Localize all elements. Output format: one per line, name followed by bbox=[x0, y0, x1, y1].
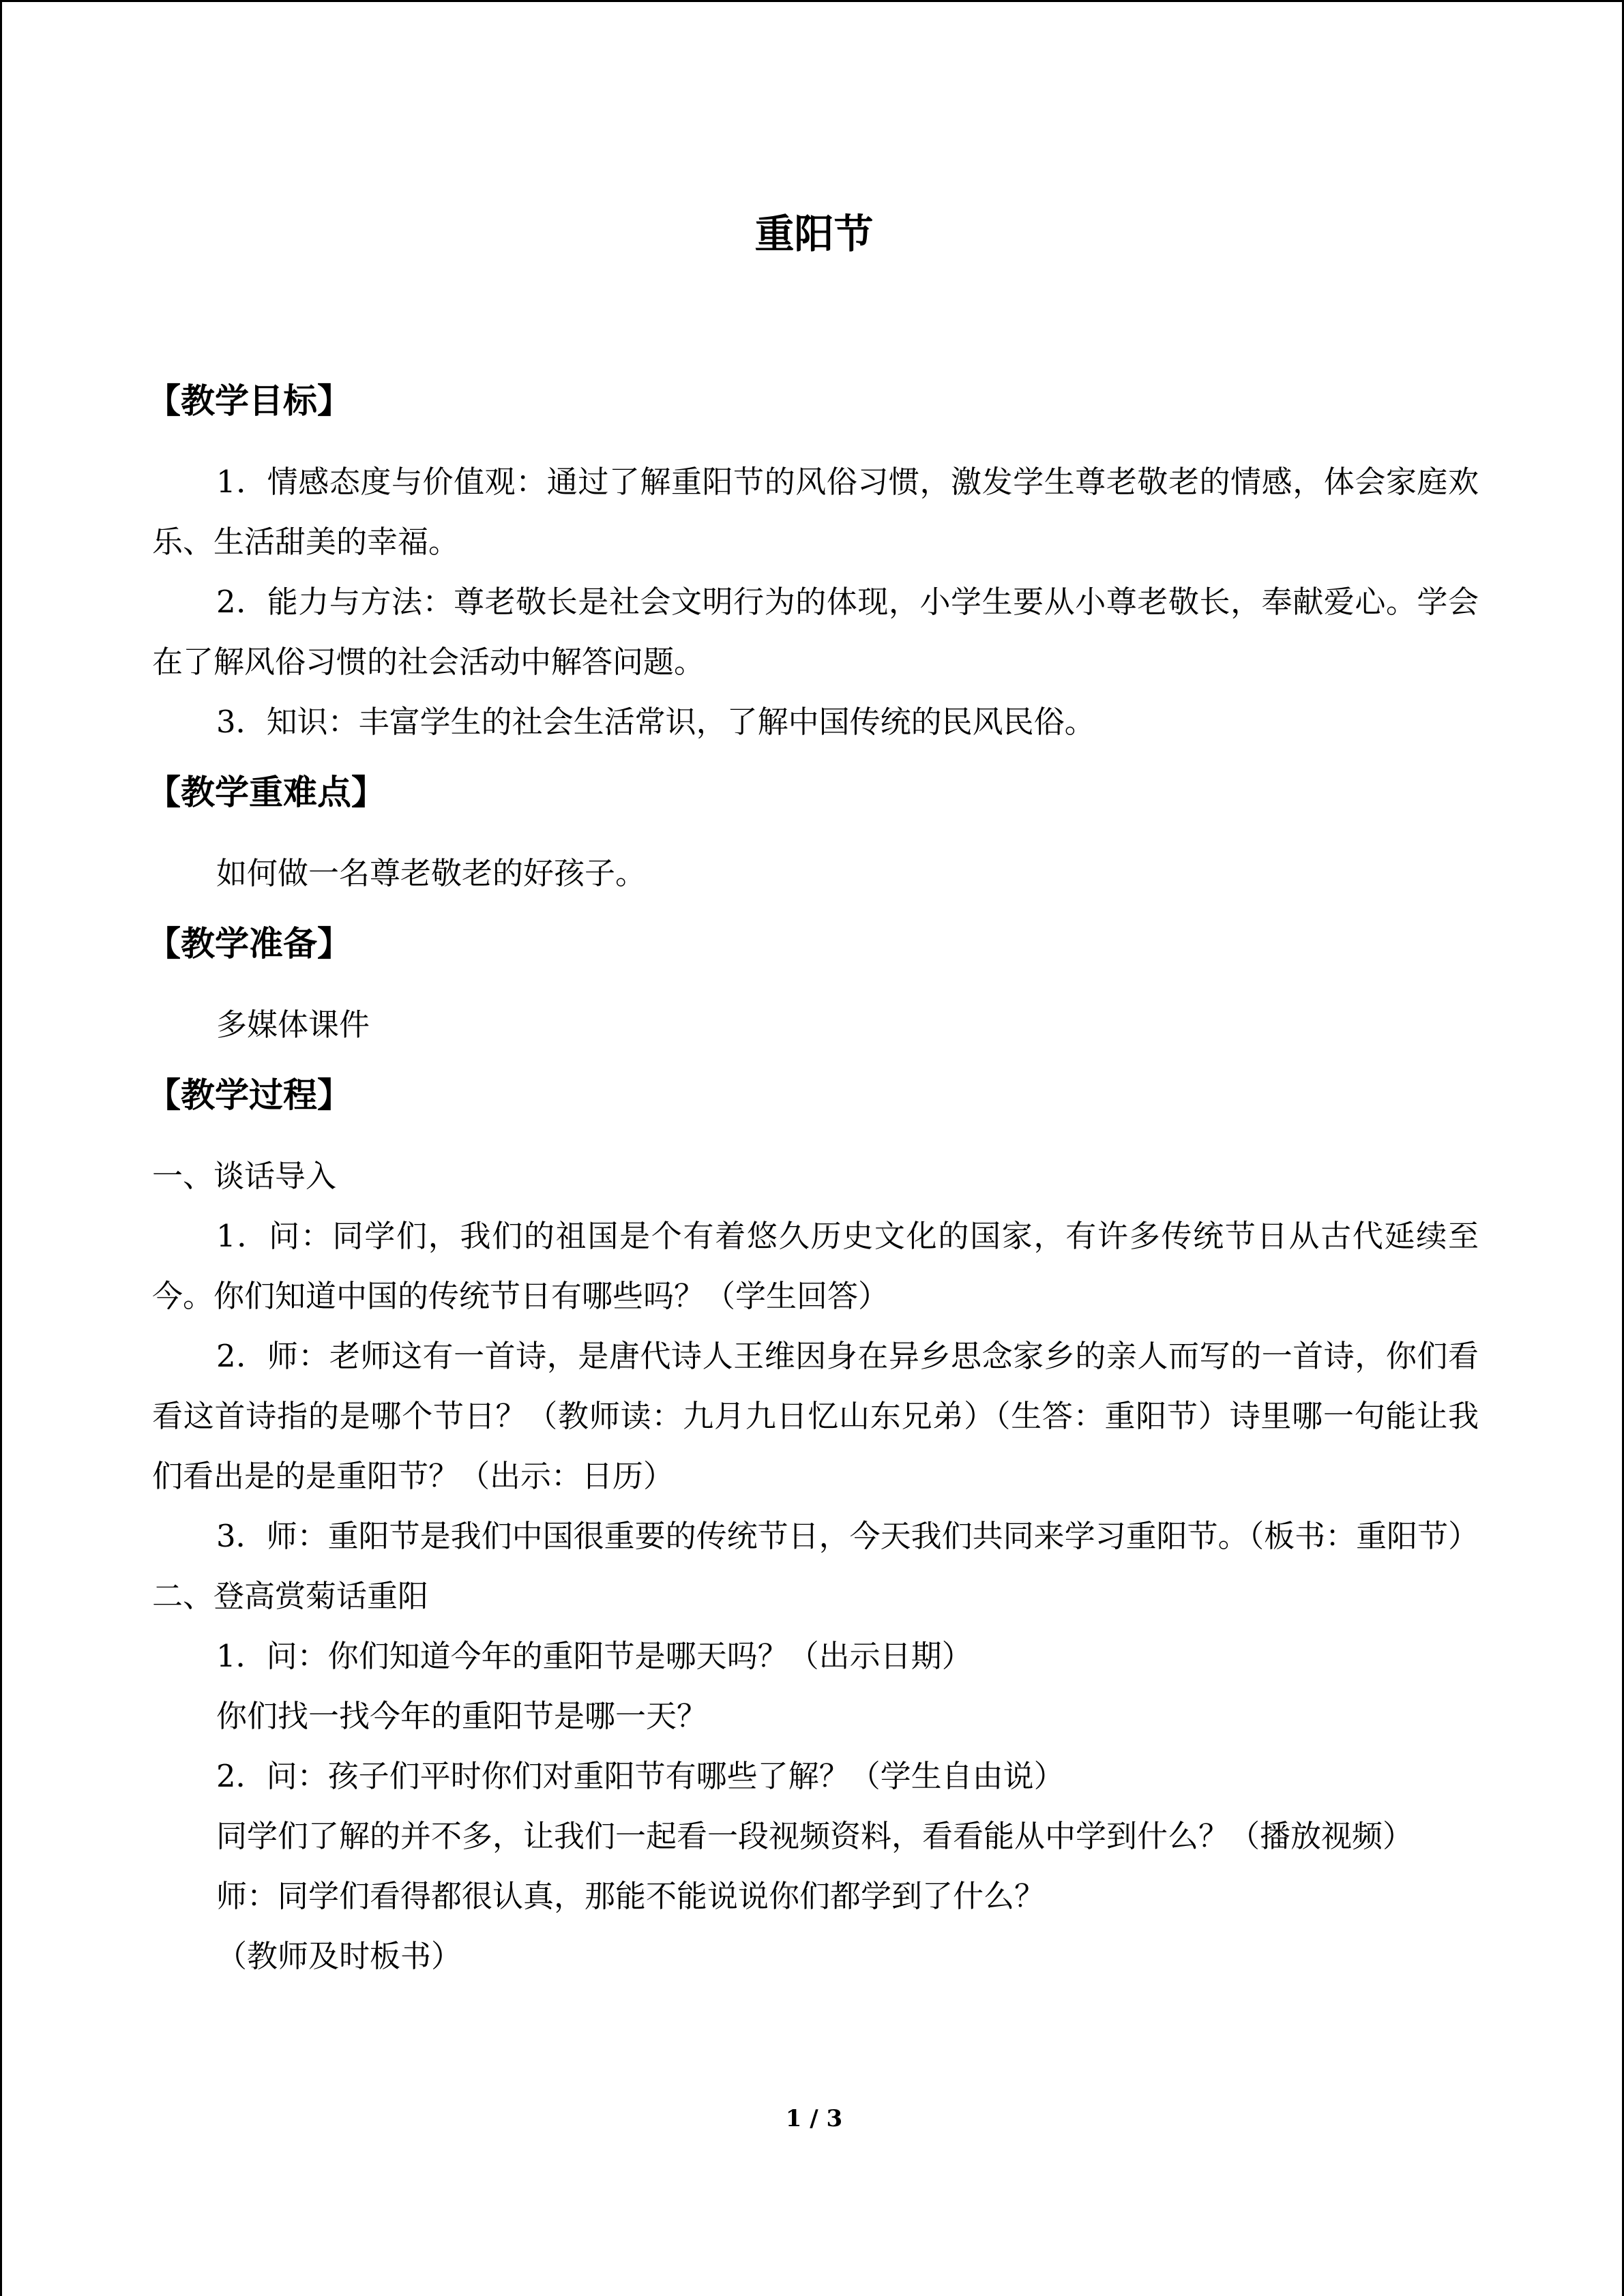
process-item: 2．问：孩子们平时你们对重阳节有哪些了解？（学生自由说） bbox=[216, 1758, 1065, 1794]
objective-item: 3．知识：丰富学生的社会生活常识，了解中国传统的民风民俗。 bbox=[216, 704, 1095, 740]
section-heading-key-points: 【教学重难点】 bbox=[147, 773, 385, 812]
section-heading-process: 【教学过程】 bbox=[147, 1075, 351, 1115]
key-points-text: 如何做一名尊老敬老的好孩子。 bbox=[216, 855, 647, 891]
process-item: 1．问：同学们，我们的祖国是个有着悠久历史文化的国家，有许多传统节日从古代延续至今。你们知道中国的传统节日有哪些吗？（学生回答） bbox=[152, 1218, 1479, 1314]
section-heading-preparation: 【教学准备】 bbox=[147, 924, 351, 964]
page-number: 1 / 3 bbox=[785, 2105, 843, 2132]
preparation-text: 多媒体课件 bbox=[216, 1007, 370, 1043]
section-heading-objectives: 【教学目标】 bbox=[147, 381, 351, 421]
objective-item: 1．情感态度与价值观：通过了解重阳节的风俗习惯，激发学生尊老敬老的情感，体会家庭欢乐、生活甜美的幸福。 bbox=[152, 464, 1479, 560]
process-item: （教师及时板书） bbox=[216, 1938, 462, 1974]
document-body bbox=[147, 377, 1479, 1986]
process-item: 1．问：你们知道今年的重阳节是哪天吗？（出示日期） bbox=[216, 1638, 973, 1674]
process-part-title: 一、谈话导入 bbox=[152, 1158, 337, 1194]
process-item: 2．师：老师这有一首诗，是唐代诗人王维因身在异乡思念家乡的亲人而写的一首诗，你们看看这首诗指的是哪个节日？（教师读：九月九日忆山东兄弟）（生答：重阳节）诗里哪一句能让我们看出是的是重阳节？（出示：日历） bbox=[152, 1338, 1479, 1494]
process-part-title: 二、登高赏菊话重阳 bbox=[152, 1578, 429, 1614]
objective-item: 2．能力与方法：尊老敬长是社会文明行为的体现，小学生要从小尊老敬长，奉献爱心。学会在了解风俗习惯的社会活动中解答问题。 bbox=[152, 584, 1479, 680]
process-item: 你们找一找今年的重阳节是哪一天？ bbox=[216, 1698, 708, 1734]
process-item: 3．师：重阳节是我们中国很重要的传统节日，今天我们共同来学习重阳节。（板书：重阳节） bbox=[216, 1518, 1479, 1554]
process-item: 师：同学们看得都很认真，那能不能说说你们都学到了什么？ bbox=[216, 1878, 1046, 1914]
process-item: 同学们了解的并不多，让我们一起看一段视频资料，看看能从中学到什么？（播放视频） bbox=[216, 1818, 1414, 1854]
page-title: 重阳节 bbox=[754, 211, 874, 257]
